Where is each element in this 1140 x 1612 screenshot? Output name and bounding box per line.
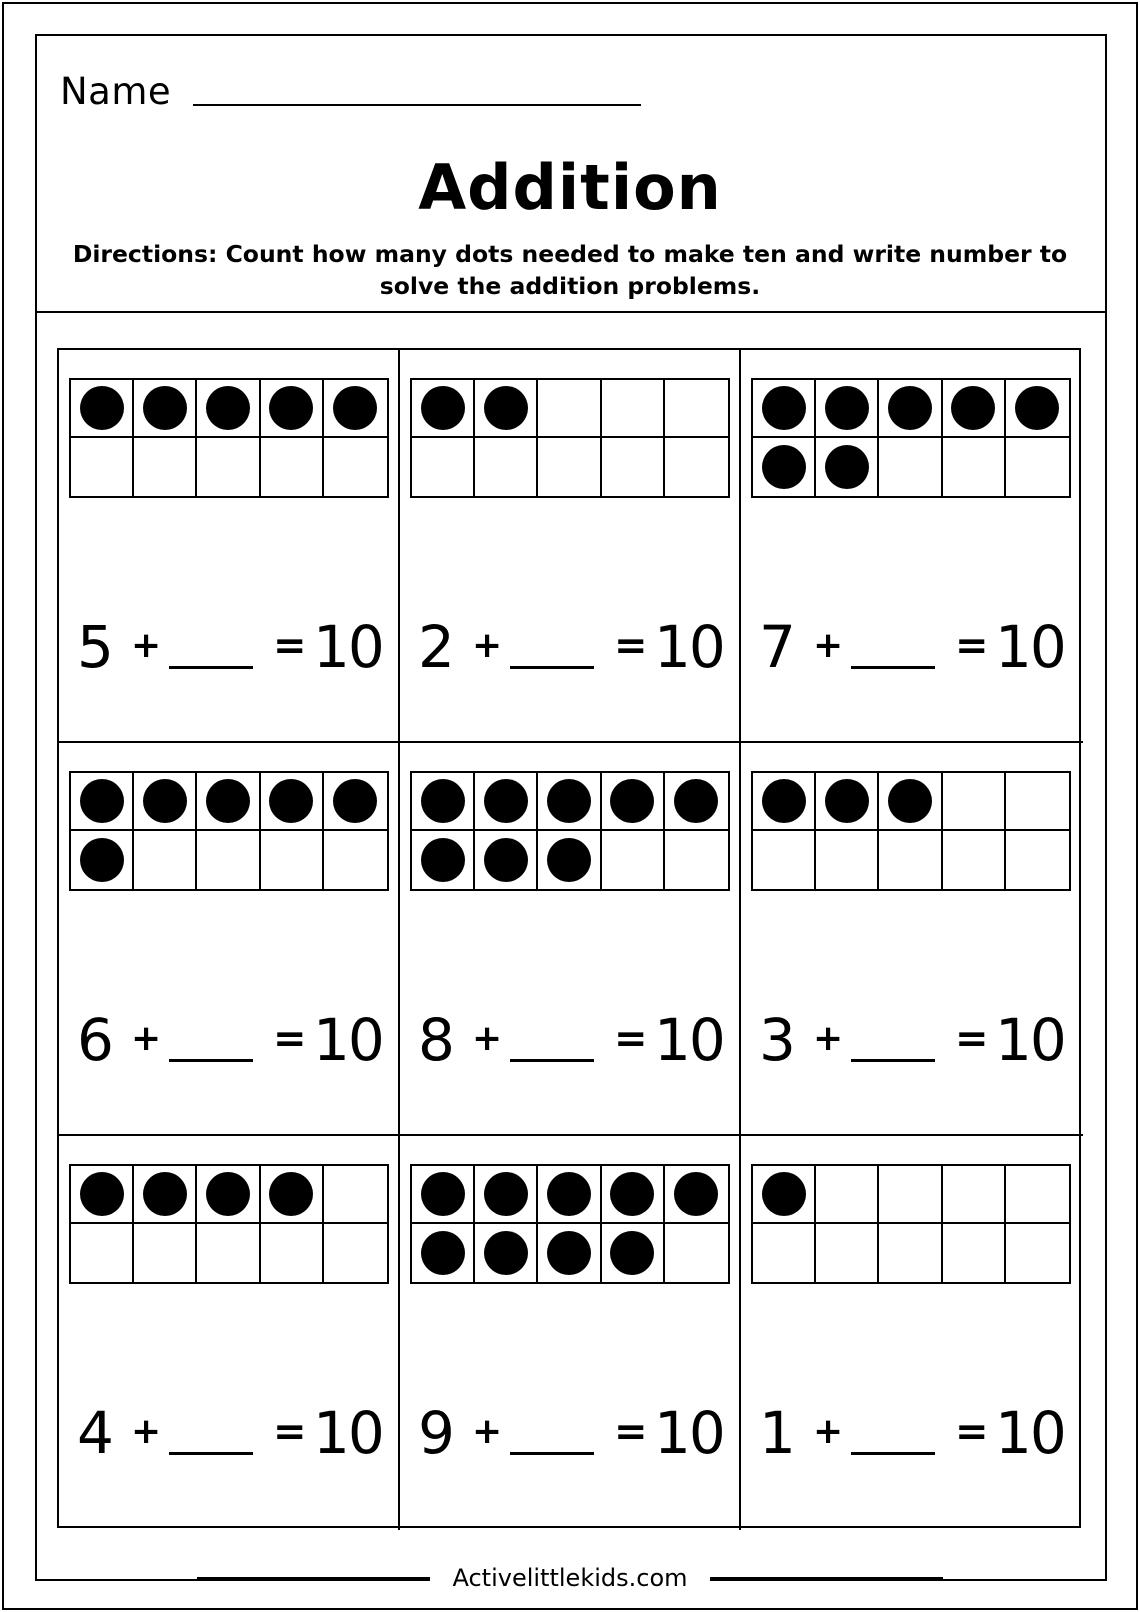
counter-dot: [421, 779, 465, 823]
ten-frame-slot: [943, 831, 1006, 889]
ten-frame-slot: [261, 1166, 324, 1224]
ten-frame-slot: [1006, 1166, 1069, 1224]
name-label: Name: [60, 70, 172, 113]
equation-addend: 4: [77, 1399, 114, 1467]
worksheet-title: Addition: [418, 151, 722, 224]
ten-frame-slot: [412, 831, 475, 889]
ten-frame-slot: [261, 773, 324, 831]
equation-equals-sign: =: [614, 1016, 648, 1062]
counter-dot: [484, 386, 528, 430]
ten-frame-slot: [197, 380, 260, 438]
ten-frame-slot: [261, 438, 324, 496]
ten-frame-slot: [71, 1224, 134, 1282]
ten-frame-slot: [475, 438, 538, 496]
equation-equals-sign: =: [955, 1016, 989, 1062]
counter-dot: [762, 779, 806, 823]
ten-frame-slot: [412, 773, 475, 831]
ten-frame-slot: [665, 831, 728, 889]
equation-equals-sign: =: [273, 1016, 307, 1062]
ten-frame-slot: [134, 380, 197, 438]
ten-frame-slot: [324, 1224, 387, 1282]
equation-plus-sign: +: [131, 1018, 162, 1059]
equation-equals-sign: =: [273, 1409, 307, 1455]
equation-addend: 1: [759, 1399, 796, 1467]
counter-dot: [825, 445, 869, 489]
ten-frame-slot: [665, 380, 728, 438]
ten-frame-slot: [134, 831, 197, 889]
ten-frame-slot: [538, 1166, 601, 1224]
ten-frame-slot: [816, 380, 879, 438]
ten-frame-slot: [197, 438, 260, 496]
ten-frame-slot: [324, 831, 387, 889]
ten-frame: [751, 1164, 1071, 1284]
ten-frame-slot: [197, 1166, 260, 1224]
equation-plus-sign: +: [472, 1411, 503, 1452]
ten-frame: [410, 378, 730, 498]
problem-grid: [57, 348, 1081, 1528]
ten-frame-slot: [538, 438, 601, 496]
counter-dot: [421, 1231, 465, 1275]
equation-addend: 5: [77, 613, 114, 681]
counter-dot: [762, 386, 806, 430]
problem-cell: [741, 350, 1083, 743]
ten-frame-slot: [943, 438, 1006, 496]
ten-frame-slot: [602, 831, 665, 889]
name-write-line[interactable]: [193, 104, 641, 106]
equation-plus-sign: +: [813, 625, 844, 666]
counter-dot: [484, 1172, 528, 1216]
footer-line-left: [197, 1577, 430, 1579]
equation-plus-sign: +: [813, 1018, 844, 1059]
counter-dot: [484, 1231, 528, 1275]
equation-total: 10: [654, 1006, 724, 1074]
problem-cell: [741, 743, 1083, 1136]
equation-total: 10: [313, 1399, 383, 1467]
ten-frame-slot: [324, 438, 387, 496]
counter-dot: [80, 1172, 124, 1216]
ten-frame-slot: [1006, 380, 1069, 438]
ten-frame-slot: [261, 1224, 324, 1282]
counter-dot: [674, 1172, 718, 1216]
ten-frame-slot: [475, 773, 538, 831]
equation-total: 10: [995, 1006, 1065, 1074]
counter-dot: [80, 779, 124, 823]
addition-equation: [418, 1398, 738, 1468]
ten-frame-slot: [665, 438, 728, 496]
ten-frame-slot: [602, 380, 665, 438]
ten-frame-slot: [943, 1224, 1006, 1282]
ten-frame-slot: [324, 380, 387, 438]
answer-blank[interactable]: [851, 1059, 935, 1062]
counter-dot: [547, 1231, 591, 1275]
ten-frame-slot: [753, 380, 816, 438]
ten-frame-slot: [943, 1166, 1006, 1224]
addition-equation: [759, 1398, 1079, 1468]
ten-frame-slot: [753, 831, 816, 889]
ten-frame-slot: [879, 1224, 942, 1282]
ten-frame-slot: [412, 380, 475, 438]
equation-equals-sign: =: [955, 623, 989, 669]
equation-addend: 3: [759, 1006, 796, 1074]
counter-dot: [888, 386, 932, 430]
equation-total: 10: [313, 1006, 383, 1074]
ten-frame-slot: [665, 1224, 728, 1282]
name-row: [60, 64, 171, 114]
counter-dot: [143, 779, 187, 823]
answer-blank[interactable]: [169, 1452, 253, 1455]
counter-dot: [762, 1172, 806, 1216]
problem-cell: [400, 350, 741, 743]
counter-dot: [484, 779, 528, 823]
ten-frame-slot: [879, 1166, 942, 1224]
equation-plus-sign: +: [131, 1411, 162, 1452]
counter-dot: [269, 779, 313, 823]
ten-frame-slot: [324, 773, 387, 831]
counter-dot: [206, 1172, 250, 1216]
counter-dot: [333, 779, 377, 823]
ten-frame-slot: [665, 1166, 728, 1224]
ten-frame-slot: [879, 438, 942, 496]
counter-dot: [484, 838, 528, 882]
equation-addend: 9: [418, 1399, 455, 1467]
counter-dot: [80, 386, 124, 430]
counter-dot: [333, 386, 377, 430]
ten-frame-slot: [753, 1166, 816, 1224]
equation-addend: 7: [759, 613, 796, 681]
addition-equation: [418, 1005, 738, 1075]
equation-equals-sign: =: [955, 1409, 989, 1455]
directions-text: Directions: Count how many dots needed to make ten and write number to solve the addition problems.: [72, 240, 1068, 300]
ten-frame-slot: [816, 438, 879, 496]
ten-frame-slot: [71, 438, 134, 496]
problem-cell: [59, 743, 400, 1136]
ten-frame-slot: [475, 831, 538, 889]
equation-equals-sign: =: [614, 1409, 648, 1455]
ten-frame: [410, 1164, 730, 1284]
equation-equals-sign: =: [273, 623, 307, 669]
counter-dot: [762, 445, 806, 489]
ten-frame-slot: [1006, 1224, 1069, 1282]
counter-dot: [674, 779, 718, 823]
ten-frame-slot: [753, 773, 816, 831]
answer-blank[interactable]: [851, 666, 935, 669]
equation-plus-sign: +: [131, 625, 162, 666]
equation-total: 10: [654, 1399, 724, 1467]
equation-addend: 6: [77, 1006, 114, 1074]
ten-frame-slot: [602, 773, 665, 831]
problem-cell: [59, 350, 400, 743]
counter-dot: [143, 386, 187, 430]
answer-blank[interactable]: [510, 666, 594, 669]
counter-dot: [547, 779, 591, 823]
ten-frame-slot: [412, 1224, 475, 1282]
counter-dot: [547, 1172, 591, 1216]
ten-frame-slot: [134, 1166, 197, 1224]
ten-frame-slot: [943, 773, 1006, 831]
counter-dot: [421, 1172, 465, 1216]
ten-frame-slot: [816, 1224, 879, 1282]
ten-frame-slot: [412, 1166, 475, 1224]
ten-frame-slot: [197, 1224, 260, 1282]
ten-frame-slot: [753, 438, 816, 496]
counter-dot: [1015, 386, 1059, 430]
answer-blank[interactable]: [510, 1059, 594, 1062]
equation-total: 10: [995, 613, 1065, 681]
ten-frame-slot: [197, 773, 260, 831]
ten-frame: [69, 378, 389, 498]
ten-frame-slot: [816, 831, 879, 889]
ten-frame-slot: [879, 380, 942, 438]
problem-cell: [400, 743, 741, 1136]
ten-frame-slot: [475, 1224, 538, 1282]
counter-dot: [269, 386, 313, 430]
equation-plus-sign: +: [472, 1018, 503, 1059]
ten-frame-slot: [538, 380, 601, 438]
addition-equation: [418, 612, 738, 682]
header-divider: [35, 311, 1107, 313]
ten-frame-slot: [197, 831, 260, 889]
problem-cell: [741, 1136, 1083, 1530]
ten-frame-slot: [134, 1224, 197, 1282]
ten-frame: [410, 771, 730, 891]
ten-frame-slot: [475, 1166, 538, 1224]
ten-frame-slot: [1006, 438, 1069, 496]
ten-frame: [751, 378, 1071, 498]
equation-addend: 2: [418, 613, 455, 681]
footer-site-text: Activelittlekids.com: [430, 1562, 710, 1594]
equation-addend: 8: [418, 1006, 455, 1074]
problem-cell: [400, 1136, 741, 1530]
counter-dot: [206, 779, 250, 823]
ten-frame-slot: [538, 831, 601, 889]
counter-dot: [206, 386, 250, 430]
ten-frame-slot: [134, 438, 197, 496]
ten-frame-slot: [71, 1166, 134, 1224]
ten-frame-slot: [602, 1166, 665, 1224]
counter-dot: [951, 386, 995, 430]
ten-frame-slot: [879, 773, 942, 831]
ten-frame-slot: [538, 773, 601, 831]
ten-frame-slot: [538, 1224, 601, 1282]
ten-frame-slot: [602, 438, 665, 496]
ten-frame-slot: [1006, 773, 1069, 831]
answer-blank[interactable]: [169, 666, 253, 669]
ten-frame-slot: [261, 380, 324, 438]
equation-total: 10: [313, 613, 383, 681]
addition-equation: [759, 1005, 1079, 1075]
ten-frame-slot: [71, 380, 134, 438]
counter-dot: [143, 1172, 187, 1216]
answer-blank[interactable]: [510, 1452, 594, 1455]
ten-frame-slot: [71, 831, 134, 889]
counter-dot: [80, 838, 124, 882]
counter-dot: [547, 838, 591, 882]
counter-dot: [825, 386, 869, 430]
equation-plus-sign: +: [813, 1411, 844, 1452]
ten-frame-slot: [134, 773, 197, 831]
answer-blank[interactable]: [169, 1059, 253, 1062]
counter-dot: [421, 386, 465, 430]
ten-frame-slot: [816, 773, 879, 831]
answer-blank[interactable]: [851, 1452, 935, 1455]
addition-equation: [77, 612, 397, 682]
equation-plus-sign: +: [472, 625, 503, 666]
ten-frame-slot: [71, 773, 134, 831]
counter-dot: [610, 1172, 654, 1216]
addition-equation: [77, 1005, 397, 1075]
equation-total: 10: [654, 613, 724, 681]
equation-total: 10: [995, 1399, 1065, 1467]
problem-cell: [59, 1136, 400, 1530]
ten-frame-slot: [665, 773, 728, 831]
ten-frame-slot: [412, 438, 475, 496]
addition-equation: [77, 1398, 397, 1468]
counter-dot: [610, 1231, 654, 1275]
ten-frame: [69, 1164, 389, 1284]
counter-dot: [269, 1172, 313, 1216]
addition-equation: [759, 612, 1079, 682]
ten-frame-slot: [602, 1224, 665, 1282]
counter-dot: [610, 779, 654, 823]
ten-frame-slot: [261, 831, 324, 889]
footer-line-right: [710, 1577, 943, 1579]
counter-dot: [888, 779, 932, 823]
equation-equals-sign: =: [614, 623, 648, 669]
ten-frame-slot: [324, 1166, 387, 1224]
ten-frame-slot: [943, 380, 1006, 438]
ten-frame: [69, 771, 389, 891]
ten-frame-slot: [1006, 831, 1069, 889]
ten-frame-slot: [475, 380, 538, 438]
counter-dot: [421, 838, 465, 882]
ten-frame-slot: [879, 831, 942, 889]
counter-dot: [825, 779, 869, 823]
ten-frame-slot: [816, 1166, 879, 1224]
ten-frame: [751, 771, 1071, 891]
ten-frame-slot: [753, 1224, 816, 1282]
